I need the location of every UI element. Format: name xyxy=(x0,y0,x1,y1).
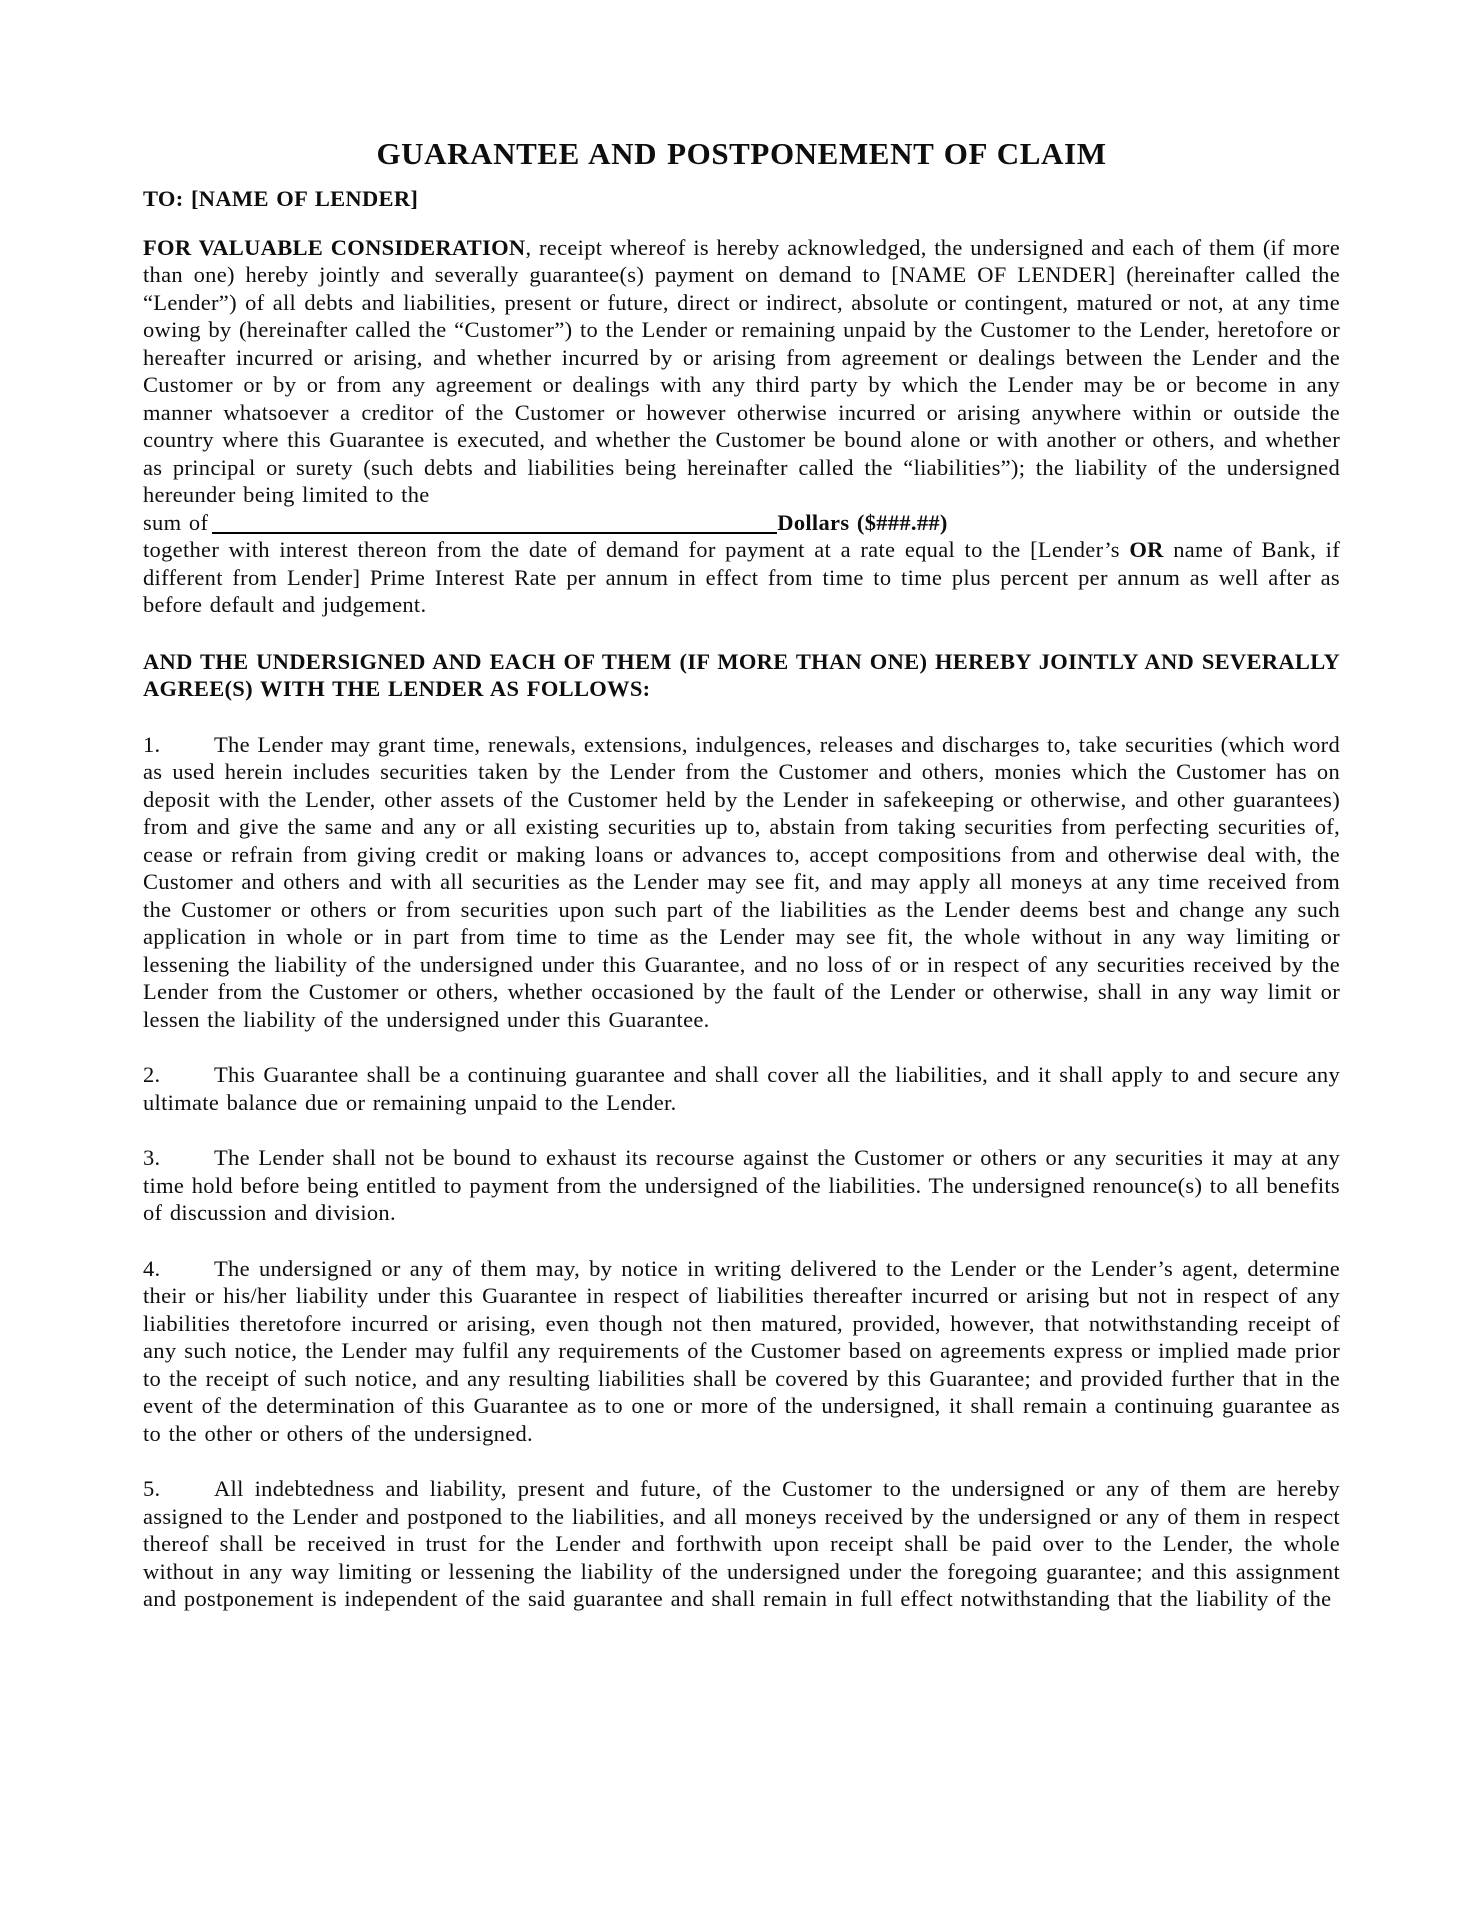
clause-5-text: All indebtedness and liability, present and future, of the Customer to the undersigned or any of them are hereby assigned to the Lender and postponed to the liabilities, and all moneys received by the undersigned or any of them in respect thereof shall be received in trust for the Lender and forthwith upon receipt shall be paid over to the Lender, the whole without in any way limiting or lessening the liability of the undersigned under the foregoing guarantee; and this assignment and postponement is independent of the said guarantee and shall remain in full effect notwithstanding that the liability of the xyxy=(143,1476,1340,1611)
clause-5-number: 5. xyxy=(143,1476,161,1501)
sum-blank-field xyxy=(212,510,777,534)
interest-paragraph xyxy=(143,536,1340,619)
clause-1-number: 1. xyxy=(143,731,161,757)
clause-5 xyxy=(143,1475,1340,1613)
sum-prefix-text: sum of xyxy=(143,509,209,535)
sum-line xyxy=(143,509,1340,537)
addressee-line: TO: [NAME OF LENDER] xyxy=(143,186,419,211)
opening-paragraph xyxy=(143,234,1340,509)
agreement-heading: AND THE UNDERSIGNED AND EACH OF THEM (IF MORE THAN ONE) HEREBY JOINTLY AND SEVERALLY AGREE(S) WITH THE LENDER AS FOLLOWS: xyxy=(143,648,1340,701)
clause-3-text: The Lender shall not be bound to exhaust its recourse against the Customer or others or any securities it may at any time hold before being entitled to payment from the undersigned of the liabilities. The undersigned renounce(s) to all benefits of discussion and division. xyxy=(143,1145,1340,1225)
clause-4-number: 4. xyxy=(143,1255,161,1281)
page-title: GUARANTEE AND POSTPONEMENT OF CLAIM xyxy=(376,136,1107,171)
clause-1-text: The Lender may grant time, renewals, extensions, indulgences, releases and discharges to, take securities (which word as used herein includes securities taken by the Lender from the Customer and others, monies which the Customer has on deposit with the Lender, other assets of the Customer held by the Lender in safekeeping or otherwise, and other guarantees) from and give the same and any or all existing securities up to, abstain from taking securities from perfecting securities of, cease or refrain from giving credit or making loans or advances to, accept compositions from and otherwise deal with, the Customer and others and with all securities as the Lender may see fit, and may apply all moneys at any time received from the Customer or others or from securities upon such part of the liabilities as the Lender deems best and change any such application in whole or in part from time to time as the Lender may see fit, the whole without in any way limiting or lessening the liability of the undersigned under this Guarantee, and no loss of or in respect of any securities received by the Lender from the Customer or others, whether occasioned by the fault of the Lender or otherwise, shall in any way limit or lessen the liability of the undersigned under this Guarantee. xyxy=(143,731,1340,1032)
opening-lead-text: FOR VALUABLE CONSIDERATION xyxy=(143,234,526,260)
interest-or-text: OR xyxy=(1129,537,1164,562)
clause-1 xyxy=(143,731,1340,1034)
clause-2-number: 2. xyxy=(143,1062,161,1087)
dollars-label: Dollars ($###.##) xyxy=(777,509,948,535)
interest-post-text: name of Bank, if different from Lender] Prime Interest Rate per annum in effect from time to time plus percent per annum as well after as before default and judgement. xyxy=(143,537,1340,617)
clause-4 xyxy=(143,1255,1340,1448)
clause-2 xyxy=(143,1061,1340,1116)
clause-4-text: The undersigned or any of them may, by notice in writing delivered to the Lender or the Lender’s agent, determine their or his/her liability under this Guarantee in respect of liabilities thereafter incurred or arising but not in respect of any liabilities theretofore incurred or arising, even though not then matured, provided, however, that notwithstanding receipt of any such notice, the Lender may fulfil any requirements of the Customer based on agreements express or implied made prior to the receipt of such notice, and any resulting liabilities shall be covered by this Guarantee; and provided further that in the event of the determination of this Guarantee as to one or more of the undersigned, it shall remain a continuing guarantee as to the other or others of the undersigned. xyxy=(143,1255,1340,1446)
interest-pre-text: together with interest thereon from the date of demand for payment at a rate equal to the [Lender’s xyxy=(143,537,1130,562)
clause-3-number: 3. xyxy=(143,1145,161,1170)
opening-body-text: , receipt whereof is hereby acknowledged, the undersigned and each of them (if more than one) hereby jointly and severally guarantee(s) payment on demand to [NAME OF LENDER] (hereinafter called the “Lender”) of all debts and liabilities, present or future, direct or indirect, absolute or contingent, matured or not, at any time owing by (hereinafter called the “Customer”) to the Lender or remaining unpaid by the Customer to the Lender, heretofore or hereafter incurred or arising, and whether incurred by or arising from agreement or dealings between the Lender and the Customer or by or from any agreement or dealings with any third party by which the Lender may be or become in any manner whatsoever a creditor of the Customer or however otherwise incurred or arising anywhere within or outside the country where this Guarantee is executed, and whether the Customer be bound alone or with another or others, and whether as principal or surety (such debts and liabilities being hereinafter called the “liabilities”); the liability of the undersigned hereunder being limited to the xyxy=(143,234,1340,507)
clause-2-text: This Guarantee shall be a continuing guarantee and shall cover all the liabilities, and it shall apply to and secure any ultimate balance due or remaining unpaid to the Lender. xyxy=(143,1062,1340,1115)
clause-3 xyxy=(143,1144,1340,1227)
